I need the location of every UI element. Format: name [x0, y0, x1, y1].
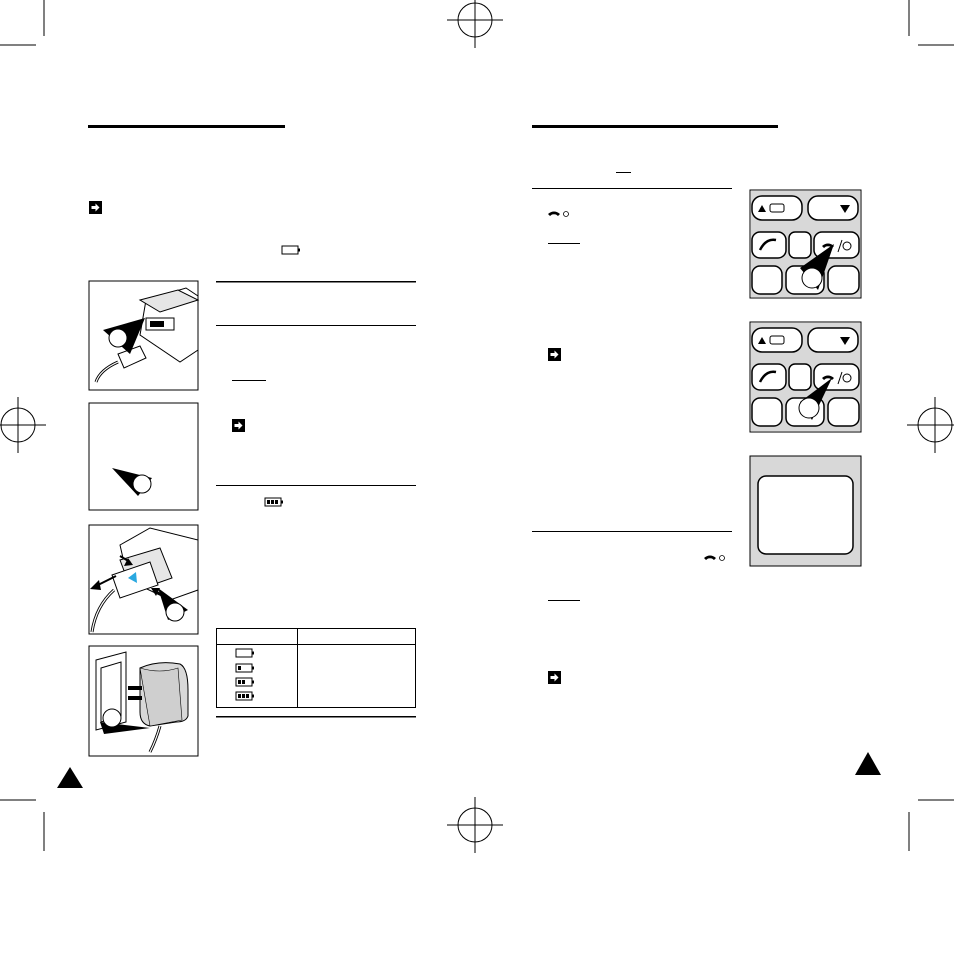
- end-call-key-icon: [704, 556, 725, 561]
- illustration-connector-release: [89, 525, 198, 634]
- battery-level-table: [216, 628, 416, 718]
- note-arrow-icon: [89, 201, 102, 214]
- page-marker-triangle-icon: [855, 752, 881, 775]
- illustration-keypad-end-key: [750, 190, 861, 298]
- right-page: [532, 125, 881, 775]
- illustration-blank-step: [89, 403, 198, 510]
- left-title-rule: [88, 125, 285, 128]
- left-page: [57, 125, 416, 788]
- battery-level-icon: [265, 498, 283, 506]
- note-arrow-icon: [232, 419, 245, 432]
- battery-level-icon: [282, 246, 300, 254]
- page-marker-triangle-icon: [57, 767, 83, 788]
- illustration-keypad-end-key-hold: [750, 322, 861, 432]
- right-title-rule: [532, 125, 778, 128]
- illustration-wall-adapter: [89, 646, 198, 756]
- illustration-phone-display: [750, 456, 861, 566]
- end-call-key-icon: [548, 212, 569, 217]
- left-column-rules: [216, 281, 416, 506]
- note-arrow-icon: [548, 671, 561, 684]
- illustration-connector-plug: [89, 281, 198, 390]
- battery-level-icon: [236, 649, 254, 700]
- note-arrow-icon: [548, 348, 561, 361]
